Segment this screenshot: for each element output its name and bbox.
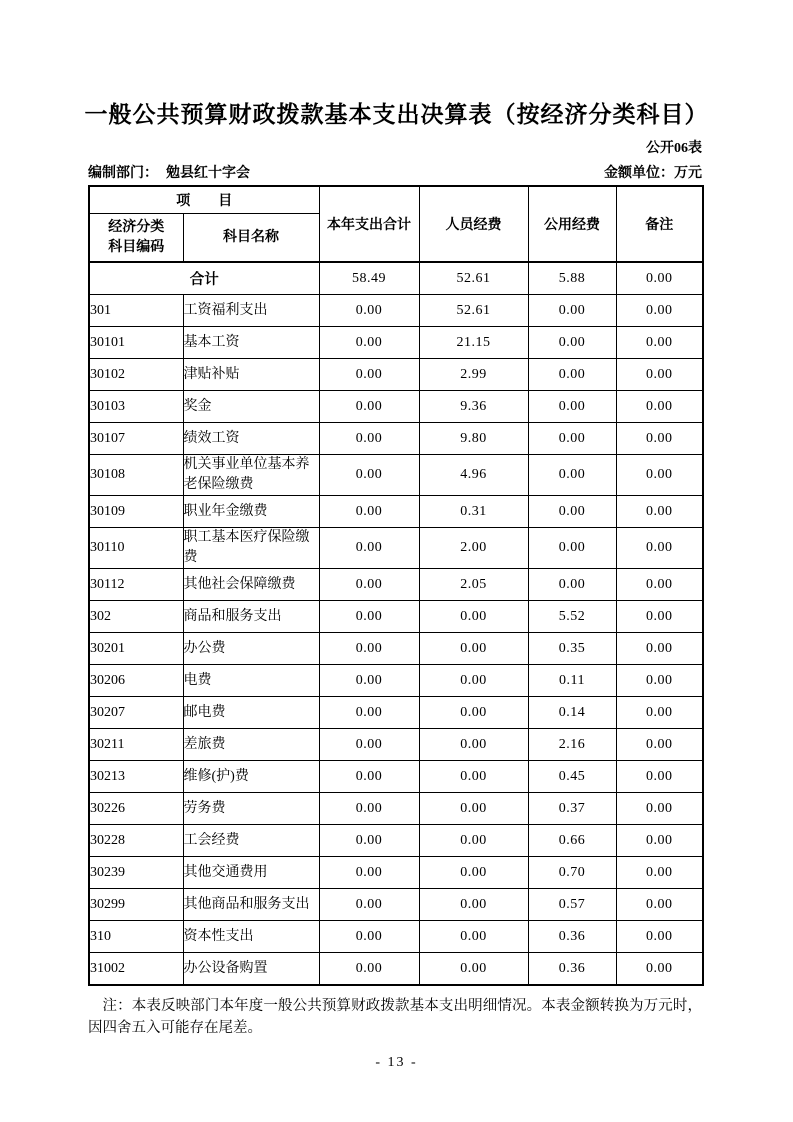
- table-row: [89, 729, 703, 761]
- header-personnel-funds: 人员经费: [419, 186, 528, 262]
- name-cell: 职业年金缴费: [183, 496, 319, 528]
- code-cell: 30109: [89, 496, 183, 528]
- public-cell: 0.00: [528, 423, 616, 455]
- personnel-cell: 0.00: [419, 793, 528, 825]
- remark-cell: 0.00: [616, 825, 703, 857]
- personnel-cell: 4.96: [419, 455, 528, 496]
- public-cell: 0.66: [528, 825, 616, 857]
- header-total-expenditure: 本年支出合计: [319, 186, 419, 262]
- remark-cell: 0.00: [616, 633, 703, 665]
- code-cell: 30207: [89, 697, 183, 729]
- code-cell: 30102: [89, 359, 183, 391]
- code-cell: 31002: [89, 953, 183, 986]
- name-cell: 劳务费: [183, 793, 319, 825]
- table-row: [89, 455, 703, 496]
- remark-cell: 0.00: [616, 455, 703, 496]
- total-cell: 0.00: [319, 793, 419, 825]
- table-row: [89, 569, 703, 601]
- total-row-label: 合计: [89, 262, 319, 295]
- code-cell: 30239: [89, 857, 183, 889]
- public-cell: 0.00: [528, 569, 616, 601]
- table-row: [89, 496, 703, 528]
- remark-cell: 0.00: [616, 921, 703, 953]
- remark-cell: 0.00: [616, 793, 703, 825]
- name-cell: 邮电费: [183, 697, 319, 729]
- code-cell: 30211: [89, 729, 183, 761]
- table-row: [89, 359, 703, 391]
- remark-cell: 0.00: [616, 327, 703, 359]
- header-subject-code-line2: 科目编码: [108, 239, 165, 255]
- public-cell: 0.36: [528, 921, 616, 953]
- table-row: [89, 825, 703, 857]
- remark-cell: 0.00: [616, 889, 703, 921]
- total-cell: 0.00: [319, 761, 419, 793]
- personnel-cell: 0.00: [419, 729, 528, 761]
- meta-row: [88, 165, 702, 183]
- name-cell: 绩效工资: [183, 423, 319, 455]
- personnel-cell: 0.00: [419, 889, 528, 921]
- total-cell: 0.00: [319, 327, 419, 359]
- table-row: [89, 633, 703, 665]
- page-title: 一般公共预算财政拨款基本支出决算表（按经济分类科目）: [84, 102, 709, 127]
- remark-cell: 0.00: [616, 601, 703, 633]
- code-cell: 30107: [89, 423, 183, 455]
- table-row: [89, 601, 703, 633]
- personnel-cell: 2.00: [419, 528, 528, 569]
- public-cell: 0.36: [528, 953, 616, 986]
- name-cell: 其他交通费用: [183, 857, 319, 889]
- total-row: [89, 262, 703, 295]
- name-cell: 奖金: [183, 391, 319, 423]
- public-cell: 0.35: [528, 633, 616, 665]
- personnel-cell: 21.15: [419, 327, 528, 359]
- code-cell: 301: [89, 295, 183, 327]
- remark-cell: 0.00: [616, 953, 703, 986]
- name-cell: 差旅费: [183, 729, 319, 761]
- code-cell: 30108: [89, 455, 183, 496]
- personnel-cell: 9.36: [419, 391, 528, 423]
- total-cell: 0.00: [319, 953, 419, 986]
- public-cell: 0.00: [528, 455, 616, 496]
- personnel-cell: 0.00: [419, 601, 528, 633]
- code-cell: 30103: [89, 391, 183, 423]
- header-public-funds: 公用经费: [528, 186, 616, 262]
- total-cell: 0.00: [319, 455, 419, 496]
- public-cell: 2.16: [528, 729, 616, 761]
- personnel-cell: 52.61: [419, 295, 528, 327]
- name-cell: 工资福利支出: [183, 295, 319, 327]
- personnel-cell: 0.00: [419, 825, 528, 857]
- name-cell: 职工基本医疗保险缴费: [183, 528, 319, 569]
- personnel-cell: 0.00: [419, 857, 528, 889]
- code-cell: 30213: [89, 761, 183, 793]
- table-row: [89, 761, 703, 793]
- public-cell: 0.37: [528, 793, 616, 825]
- table-row: [89, 295, 703, 327]
- remark-cell: 0.00: [616, 729, 703, 761]
- page-number: - 13 -: [375, 1055, 418, 1070]
- header-subject-code-line1: 经济分类: [108, 219, 165, 235]
- remark-cell: 0.00: [616, 528, 703, 569]
- amount-unit-label: 金额单位：万元: [604, 166, 702, 181]
- form-code-label: 公开06表: [646, 141, 702, 156]
- public-cell: 5.88: [528, 262, 616, 295]
- table-header: [89, 186, 703, 262]
- code-cell: 30101: [89, 327, 183, 359]
- public-cell: 0.00: [528, 496, 616, 528]
- table-row: [89, 793, 703, 825]
- public-cell: 0.70: [528, 857, 616, 889]
- remark-cell: 0.00: [616, 295, 703, 327]
- total-cell: 0.00: [319, 295, 419, 327]
- name-cell: 其他商品和服务支出: [183, 889, 319, 921]
- public-cell: 0.00: [528, 295, 616, 327]
- total-cell: 0.00: [319, 697, 419, 729]
- table-row: [89, 528, 703, 569]
- personnel-cell: 2.05: [419, 569, 528, 601]
- remark-cell: 0.00: [616, 496, 703, 528]
- public-cell: 0.00: [528, 391, 616, 423]
- header-project-group: 项 目: [89, 186, 319, 214]
- personnel-cell: 9.80: [419, 423, 528, 455]
- total-cell: 0.00: [319, 496, 419, 528]
- public-cell: 0.00: [528, 528, 616, 569]
- name-cell: 基本工资: [183, 327, 319, 359]
- code-cell: 30228: [89, 825, 183, 857]
- table-row: [89, 327, 703, 359]
- public-cell: 0.00: [528, 359, 616, 391]
- prepared-by-value: 勉县红十字会: [166, 166, 250, 181]
- public-cell: 0.00: [528, 327, 616, 359]
- total-cell: 0.00: [319, 359, 419, 391]
- code-cell: 302: [89, 601, 183, 633]
- code-cell: 30201: [89, 633, 183, 665]
- table-row: [89, 921, 703, 953]
- personnel-cell: 52.61: [419, 262, 528, 295]
- public-cell: 0.57: [528, 889, 616, 921]
- expenditure-table: [88, 185, 704, 986]
- total-cell: 0.00: [319, 921, 419, 953]
- table-note: 注：本表反映部门本年度一般公共预算财政拨款基本支出明细情况。本表金额转换为万元时，因四舍五入可能存在尾差。: [88, 998, 702, 1036]
- total-cell: 0.00: [319, 889, 419, 921]
- remark-cell: 0.00: [616, 857, 703, 889]
- personnel-cell: 0.00: [419, 953, 528, 986]
- personnel-cell: 0.00: [419, 697, 528, 729]
- table-row: [89, 953, 703, 986]
- name-cell: 商品和服务支出: [183, 601, 319, 633]
- name-cell: 维修(护)费: [183, 761, 319, 793]
- table-row: [89, 423, 703, 455]
- total-cell: 58.49: [319, 262, 419, 295]
- total-cell: 0.00: [319, 633, 419, 665]
- table-row: [89, 391, 703, 423]
- personnel-cell: 0.00: [419, 761, 528, 793]
- total-cell: 0.00: [319, 729, 419, 761]
- header-subject-code: [89, 214, 183, 263]
- personnel-cell: 2.99: [419, 359, 528, 391]
- name-cell: 津贴补贴: [183, 359, 319, 391]
- public-cell: 0.45: [528, 761, 616, 793]
- name-cell: 电费: [183, 665, 319, 697]
- public-cell: 0.11: [528, 665, 616, 697]
- header-remark: 备注: [616, 186, 703, 262]
- remark-cell: 0.00: [616, 697, 703, 729]
- name-cell: 机关事业单位基本养老保险缴费: [183, 455, 319, 496]
- personnel-cell: 0.00: [419, 633, 528, 665]
- table-row: [89, 857, 703, 889]
- name-cell: 其他社会保障缴费: [183, 569, 319, 601]
- code-cell: 30299: [89, 889, 183, 921]
- remark-cell: 0.00: [616, 359, 703, 391]
- remark-cell: 0.00: [616, 423, 703, 455]
- personnel-cell: 0.00: [419, 665, 528, 697]
- total-cell: 0.00: [319, 391, 419, 423]
- code-cell: 30112: [89, 569, 183, 601]
- name-cell: 资本性支出: [183, 921, 319, 953]
- table-row: [89, 665, 703, 697]
- total-cell: 0.00: [319, 825, 419, 857]
- name-cell: 工会经费: [183, 825, 319, 857]
- remark-cell: 0.00: [616, 761, 703, 793]
- prepared-by: [88, 165, 250, 183]
- total-cell: 0.00: [319, 601, 419, 633]
- total-cell: 0.00: [319, 665, 419, 697]
- remark-cell: 0.00: [616, 569, 703, 601]
- total-cell: 0.00: [319, 569, 419, 601]
- header-subject-name: 科目名称: [183, 214, 319, 263]
- remark-cell: 0.00: [616, 665, 703, 697]
- prepared-by-label: 编制部门：: [88, 166, 158, 181]
- code-cell: 30110: [89, 528, 183, 569]
- public-cell: 5.52: [528, 601, 616, 633]
- total-cell: 0.00: [319, 857, 419, 889]
- code-cell: 30226: [89, 793, 183, 825]
- name-cell: 办公设备购置: [183, 953, 319, 986]
- table-row: [89, 697, 703, 729]
- remark-cell: 0.00: [616, 262, 703, 295]
- personnel-cell: 0.31: [419, 496, 528, 528]
- total-cell: 0.00: [319, 423, 419, 455]
- table-row: [89, 889, 703, 921]
- remark-cell: 0.00: [616, 391, 703, 423]
- name-cell: 办公费: [183, 633, 319, 665]
- code-cell: 30206: [89, 665, 183, 697]
- total-cell: 0.00: [319, 528, 419, 569]
- code-cell: 310: [89, 921, 183, 953]
- personnel-cell: 0.00: [419, 921, 528, 953]
- table-body: [89, 262, 703, 985]
- public-cell: 0.14: [528, 697, 616, 729]
